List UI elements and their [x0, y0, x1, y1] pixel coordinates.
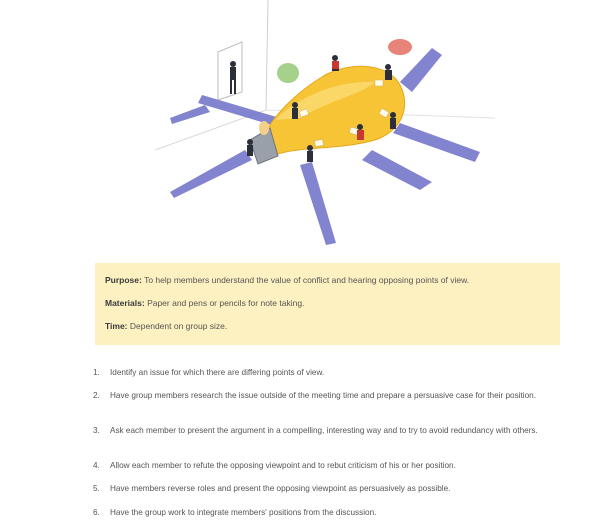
- activity-info-box: [95, 263, 560, 345]
- step-number: 6.: [93, 508, 100, 517]
- step-text: Ask each member to present the argument in a compelling, interesting way and to try to avoid redundancy with others.: [110, 426, 538, 435]
- step-number: 5.: [93, 484, 100, 493]
- time-label: Time:: [105, 321, 128, 331]
- step-number: 4.: [93, 461, 100, 470]
- materials-text: Paper and pens or pencils for note taking.: [147, 298, 305, 308]
- meeting-lightbulb-illustration: [150, 0, 505, 258]
- step-text: Have members reverse roles and present the opposing viewpoint as persuasively as possible.: [110, 484, 451, 493]
- step-number: 1.: [93, 368, 100, 377]
- step-text: Have group members research the issue outside of the meeting time and prepare a persuasive case for their position.: [110, 391, 536, 400]
- purpose-label: Purpose:: [105, 275, 142, 285]
- step-number: 3.: [93, 426, 100, 435]
- step-text: Identify an issue for which there are differing points of view.: [110, 368, 325, 377]
- step-text: Have the group work to integrate members' positions from the discussion.: [110, 508, 377, 517]
- purpose-text: To help members understand the value of conflict and hearing opposing points of view.: [144, 275, 470, 285]
- step-number: 2.: [93, 391, 100, 400]
- time-text: Dependent on group size.: [129, 321, 228, 331]
- purpose-line: [105, 275, 469, 285]
- step-text: Allow each member to refute the opposing viewpoint and to rebut criticism of his or her position.: [110, 461, 456, 470]
- materials-label: Materials:: [105, 298, 145, 308]
- materials-line: [105, 298, 304, 308]
- time-line: [105, 321, 227, 331]
